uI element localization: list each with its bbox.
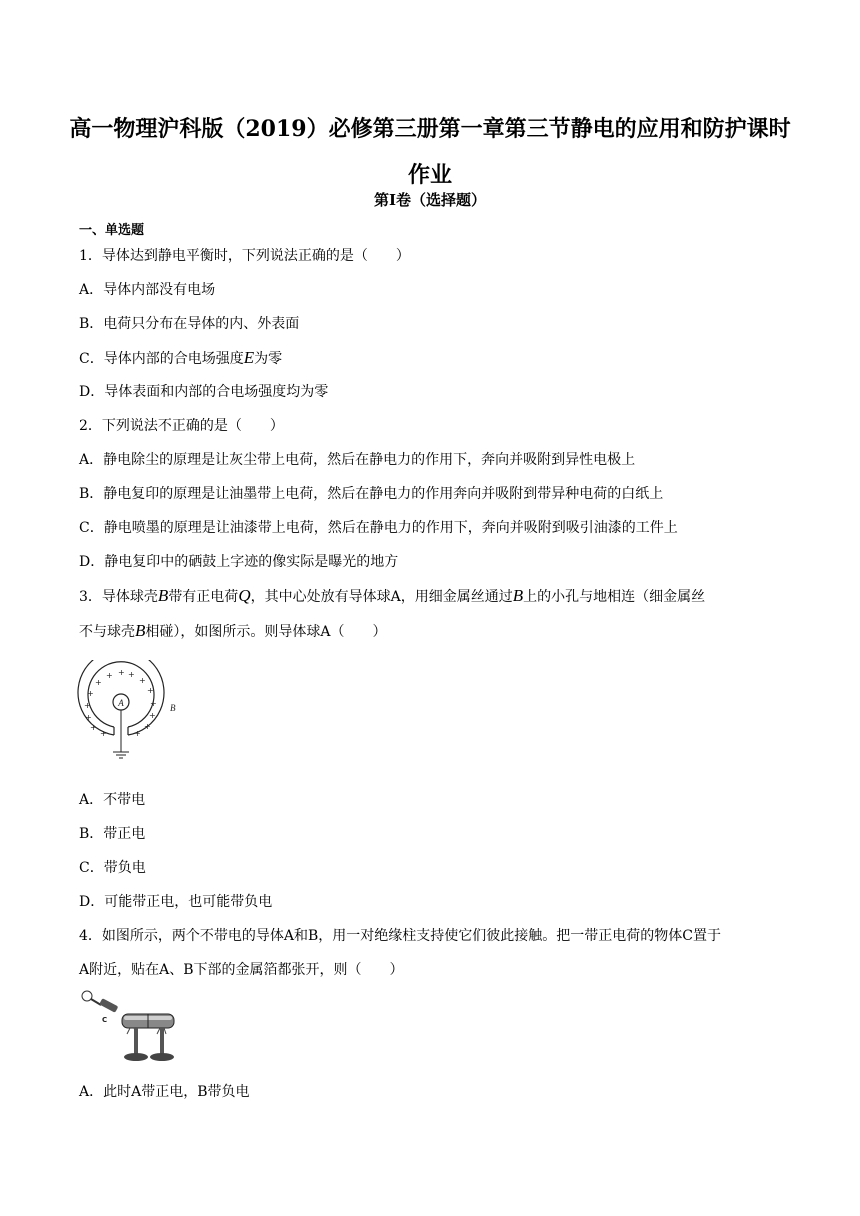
question-3-option-b: B．带正电 [79, 826, 146, 842]
question-4-stem-line-2: A附近，贴在A、B下部的金属箔都张开，则（ ） [79, 962, 404, 978]
section-heading: 一、单选题 [79, 223, 145, 238]
svg-text:+: + [84, 701, 91, 710]
option-c-tail: 为零 [254, 351, 283, 367]
question-2-option-b: B．静电复印的原理是让油墨带上电荷，然后在静电力的作用奔向并吸附到带异种电荷的白纸上 [79, 486, 664, 502]
q3-text-2: 带有正电荷 [168, 589, 239, 605]
q4-figure-conductors [74, 986, 184, 1068]
q3-figure-shell [76, 660, 196, 772]
svg-text:+: + [85, 713, 92, 722]
var-e: E [243, 348, 255, 367]
q3-text-3: ，其中心处放有导体球A，用细金属丝通过 [250, 589, 513, 605]
label-a: A [118, 698, 124, 708]
q3-text-4: 上的小孔与地相连（细金属丝 [523, 589, 706, 605]
label-c: C [102, 1016, 108, 1024]
question-3-option-a: A．不带电 [79, 792, 146, 808]
question-3-option-d: D．可能带正电，也可能带负电 [79, 894, 273, 910]
volume-heading: 第Ⅰ卷（选择题） [373, 191, 487, 209]
svg-text:+: + [118, 668, 125, 677]
svg-text:+: + [95, 678, 102, 687]
question-2-stem: 2．下列说法不正确的是（ ） [79, 418, 284, 434]
q3-text-5: 不与球壳 [79, 624, 135, 640]
var-b: B [512, 586, 524, 605]
question-1-option-b: B．电荷只分布在导体的内、外表面 [79, 316, 300, 332]
svg-text:+: + [90, 723, 97, 732]
question-3-option-c: C．带负电 [79, 860, 146, 876]
question-2-option-a: A．静电除尘的原理是让灰尘带上电荷，然后在静电力的作用下，奔向并吸附到异性电极上 [79, 452, 636, 468]
title-line-2: 作业 [407, 162, 452, 188]
svg-text:+: + [128, 670, 135, 679]
question-1-option-c [79, 341, 282, 376]
label-b: B [170, 703, 176, 713]
svg-text:+: + [106, 671, 113, 680]
question-4-stem-line-1: 4．如图所示，两个不带电的导体A和B，用一对绝缘柱支持使它们彼此接触。把一带正电荷的物体C置于 [79, 928, 722, 944]
var-q: Q [238, 586, 251, 605]
option-c-text: C．导体内部的合电场强度 [79, 351, 244, 367]
q3-text-1: 3．导体球壳 [79, 589, 158, 605]
q3-text-6: 相碰），如图所示。则导体球A（ ） [145, 624, 387, 640]
svg-text:+: + [149, 711, 156, 720]
question-2-option-d: D．静电复印中的硒鼓上字迹的像实际是曝光的地方 [79, 554, 399, 570]
svg-text:+: + [150, 699, 157, 708]
svg-text:+: + [100, 729, 107, 738]
question-3-stem [79, 579, 789, 649]
question-1-stem: 1．导体达到静电平衡时，下列说法正确的是（ ） [79, 248, 410, 264]
svg-text:+: + [87, 689, 94, 698]
var-b: B [135, 621, 146, 640]
document-title [60, 106, 800, 198]
title-line-1: 高一物理沪科版（2019）必修第三册第一章第三节静电的应用和防护课时 [69, 116, 791, 142]
question-1-option-a: A．导体内部没有电场 [79, 282, 216, 298]
question-1-option-d: D．导体表面和内部的合电场强度均为零 [79, 384, 329, 400]
var-b: B [157, 586, 169, 605]
question-2-option-c: C．静电喷墨的原理是让油漆带上电荷，然后在静电力的作用下，奔向并吸附到吸引油漆的工件上 [79, 520, 678, 536]
svg-text:+: + [144, 722, 151, 731]
svg-text:+: + [134, 729, 141, 738]
svg-text:+: + [139, 676, 146, 685]
question-4-option-a: A．此时A带正电，B带负电 [79, 1084, 250, 1100]
svg-text:+: + [147, 686, 154, 695]
